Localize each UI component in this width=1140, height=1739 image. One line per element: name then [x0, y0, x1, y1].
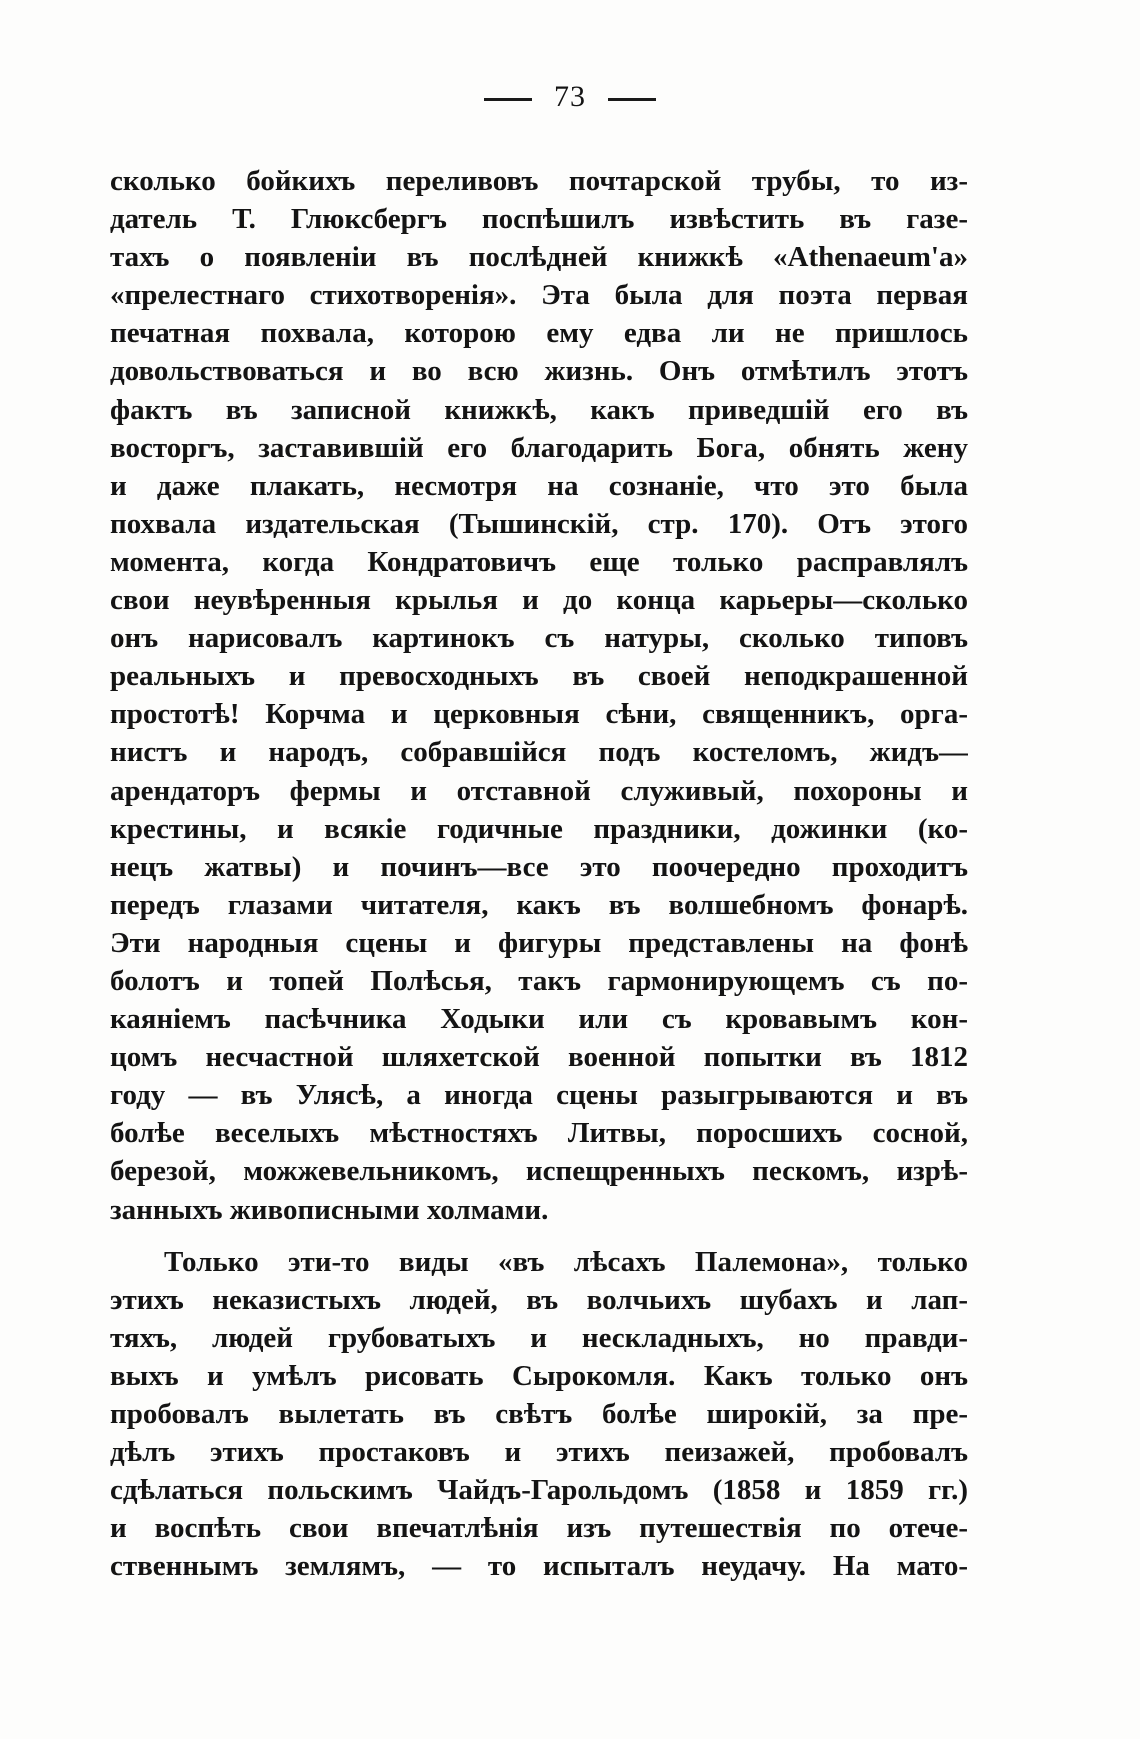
text-line: цомъ несчастной шляхетской военной попытки въ 1812: [110, 1041, 968, 1074]
text-line: передъ глазами читателя, какъ въ волшебномъ фонарѣ.: [110, 888, 968, 921]
text-line: выхъ и умѣлъ рисовать Сырокомля. Какъ только онъ: [110, 1359, 968, 1392]
text-line: реальныхъ и превосходныхъ въ своей неподкрашенной: [110, 660, 968, 693]
text-line: нистъ и народъ, собравшійся подъ костеломъ, жидъ—: [110, 736, 968, 769]
text-line: нецъ жатвы) и починъ—все это поочередно проходитъ: [110, 850, 968, 883]
text-line: болѣе веселыхъ мѣстностяхъ Литвы, поросшихъ сосной,: [110, 1117, 968, 1150]
text-line: датель Т. Глюксбергъ поспѣшилъ извѣстить въ газе-: [110, 203, 968, 236]
text-line: пробовалъ вылетать въ свѣтъ болѣе широкій, за пре-: [110, 1398, 968, 1430]
text-line: сдѣлаться польскимъ Чайдъ-Гарольдомъ (1858 и 1859 гг.): [110, 1474, 968, 1507]
text-line: восторгъ, заставившій его благодарить Бога, обнять жену: [110, 431, 968, 464]
text-line: «прелестнаго стихотворенія». Эта была для поэта первая: [110, 279, 968, 312]
text-line: арендаторъ фермы и отставной служивый, похороны и: [110, 774, 968, 807]
text-line: Только эти-то виды «въ лѣсахъ Палемона», только: [164, 1245, 968, 1278]
body-text: [110, 162, 968, 1585]
text-line: печатная похвала, которою ему едва ли не пришлось: [110, 317, 968, 350]
text-line: году — въ Улясѣ, а иногда сцены разыгрываются и въ: [110, 1079, 968, 1112]
text-line: и воспѣть свои впечатлѣнія изъ путешествія по отече-: [110, 1512, 968, 1545]
text-line: тахъ о появленіи въ послѣдней книжкѣ «Athenaeum'a»: [110, 241, 968, 274]
text-line: довольствоваться и во всю жизнь. Онъ отмѣтилъ этотъ: [110, 355, 968, 388]
text-line: этихъ неказистыхъ людей, въ волчьихъ шубахъ и лап-: [110, 1283, 968, 1316]
text-line: онъ нарисовалъ картинокъ съ натуры, сколько типовъ: [110, 622, 968, 655]
text-line: дѣлъ этихъ простаковъ и этихъ пеизажей, пробовалъ: [110, 1436, 968, 1469]
text-line: похвала издательская (Тышинскій, стр. 170). Отъ этого: [110, 507, 968, 540]
text-line: ственнымъ землямъ, — то испыталъ неудачу. На мато-: [110, 1550, 968, 1583]
text-line: занныхъ живописными холмами.: [110, 1193, 549, 1226]
page-number-header: [0, 80, 1140, 114]
text-line: свои неувѣренныя крылья и до конца карьеры—сколько: [110, 584, 968, 617]
text-line: болотъ и топей Полѣсья, такъ гармонирующемъ съ по-: [110, 964, 968, 997]
text-line: простотѣ! Корчма и церковныя сѣни, священникъ, орга-: [110, 698, 968, 731]
left-dash: [484, 98, 532, 101]
right-dash: [608, 98, 656, 101]
page-number: 73: [554, 80, 586, 113]
text-line: березой, можжевельникомъ, испещренныхъ пескомъ, изрѣ-: [110, 1155, 968, 1188]
text-line: Эти народныя сцены и фигуры представлены на фонѣ: [110, 926, 968, 959]
text-line: каяніемъ пасѣчника Ходыки или съ кровавымъ кон-: [110, 1003, 968, 1036]
text-line: сколько бойкихъ переливовъ почтарской трубы, то из-: [110, 165, 968, 197]
text-line: тяхъ, людей грубоватыхъ и нескладныхъ, но правди-: [110, 1321, 968, 1354]
text-line: момента, когда Кондратовичъ еще только расправлялъ: [110, 545, 968, 578]
text-line: фактъ въ записной книжкѣ, какъ приведшій его въ: [110, 393, 968, 426]
text-line: крестины, и всякіе годичные праздники, дожинки (ко-: [110, 812, 968, 845]
text-line: и даже плакать, несмотря на сознаніе, что это была: [110, 469, 968, 502]
